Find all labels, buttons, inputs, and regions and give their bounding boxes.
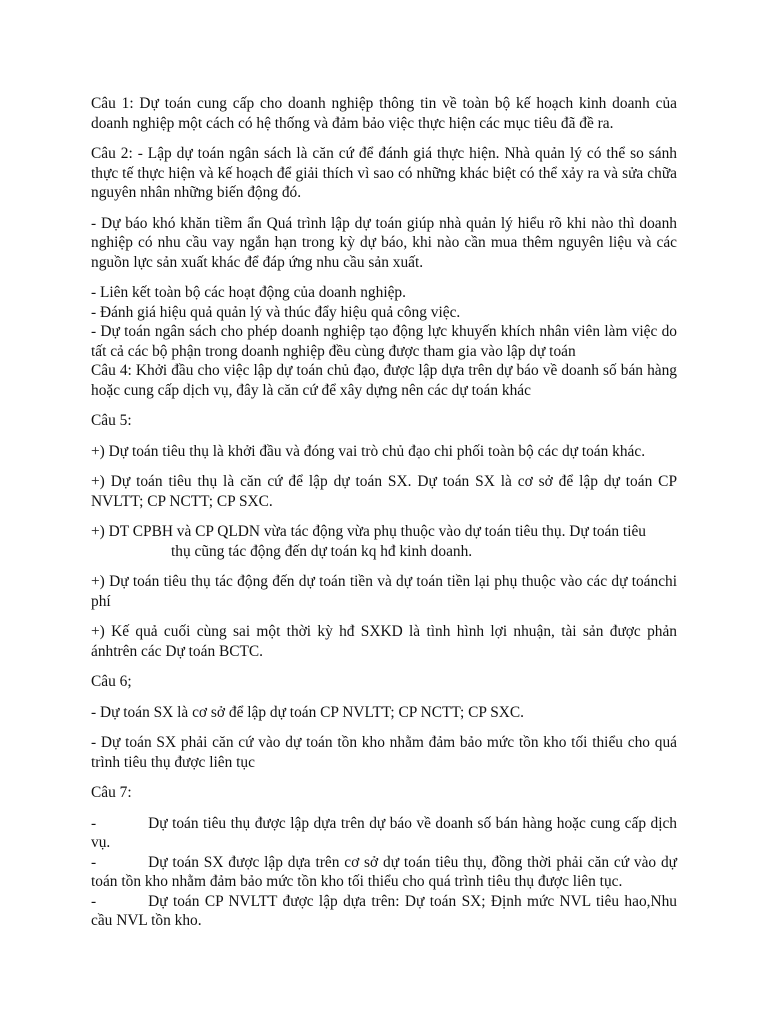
cau5-item-part: +) DT CPBH và CP QLDN vừa tác động vừa phụ thuộc vào dự toán tiêu thụ. Dự toán tiêu [91,523,646,540]
cau7-item-text: Dự toán SX được lập dựa trên cơ sở dự toán tiêu thụ, đồng thời phải căn cứ vào dự toán tồn kho nhằm đảm bảo mức tồn kho tối thiểu cho quá trình tiêu thụ được liên tục. [91,853,677,890]
cau4-paragraph: Câu 4: Khởi đầu cho việc lập dự toán chủ đạo, được lập dựa trên dự báo về doanh số bán hàng hoặc cung cấp dịch vụ, đây là căn cứ để xây dựng nên các dự toán khác [91,362,677,399]
cau5-item: +) Dự toán tiêu thụ là khởi đầu và đóng vai trò chủ đạo chi phối toàn bộ các dự toán khác. [91,442,646,460]
document-body [91,94,677,931]
cau6-heading: Câu 6; [91,673,132,690]
cau5-item-split [91,522,677,561]
cau5-item: +) Kế quả cuối cùng sai một thời kỳ hđ SXKD là tình hình lợi nhuận, tài sản được phản ánhtrên các Dự toán BCTC. [91,623,677,660]
cau2-motivate-paragraph: - Dự toán ngân sách cho phép doanh nghiệp tạo động lực khuyến khích nhân viên làm việc do tất cả các bộ phận trong doanh nghiệp đều cùng được tham gia vào lập dự toán [91,323,677,360]
dash-marker: - [91,853,97,871]
cau7-item [91,814,677,853]
cau2-eval-line: - Đánh giá hiệu quả quản lý và thúc đẩy hiệu quả công việc. [91,303,461,321]
cau5-item: +) Dự toán tiêu thụ tác động đến dự toán tiền và dự toán tiền lại phụ thuộc vào các dự toánchi phí [91,573,677,610]
dash-marker: - [91,814,97,832]
cau5-item: +) Dự toán tiêu thụ là căn cứ để lập dự toán SX. Dự toán SX là cơ sở để lập dự toán CP NVLTT; CP NCTT; CP SXC. [91,473,677,510]
cau7-item [91,853,677,892]
cau6-item: - Dự toán SX là cơ sở để lập dự toán CP NVLTT; CP NCTT; CP SXC. [91,703,524,721]
cau7-item-text: Dự toán CP NVLTT được lập dựa trên: Dự toán SX; Định mức NVL tiêu hao,Nhu cầu NVL tồn kho. [91,892,677,929]
cau7-item-text: Dự toán tiêu thụ được lập dựa trên dự báo về doanh số bán hàng hoặc cung cấp dịch vụ. [91,814,677,851]
cau5-heading: Câu 5: [91,412,132,429]
cau2-link-line: - Liên kết toàn bộ các hoạt động của doanh nghiệp. [91,284,406,301]
cau7-heading: Câu 7: [91,784,132,801]
cau2-forecast-paragraph: - Dự báo khó khăn tiềm ẩn Quá trình lập dự toán giúp nhà quản lý hiểu rõ khi nào thì doanh nghiệp có nhu cầu vay ngắn hạn trong kỳ dự báo, khi nào cần mua thêm nguyên liệu và các nguồn lực sản xuất khác để đáp ứng nhu cầu sản xuất. [91,214,677,271]
dash-marker: - [91,892,97,910]
cau5-item-part: thụ cũng tác động đến dự toán kq hđ kinh doanh. [171,542,473,560]
cau6-item: - Dự toán SX phải căn cứ vào dự toán tồn kho nhằm đảm bảo mức tồn kho tối thiểu cho quá trình tiêu thụ được liên tục [91,734,677,771]
cau7-item [91,892,677,931]
cau2-paragraph: Câu 2: - Lập dự toán ngân sách là căn cứ để đánh giá thực hiện. Nhà quản lý có thể so sánh thực tế thực hiện và kế hoạch để giải thích vì sao có những khác biệt có thể xảy ra và sửa chữa nguyên nhân những biến động đó. [91,145,677,201]
cau1-paragraph: Câu 1: Dự toán cung cấp cho doanh nghiệp thông tin về toàn bộ kế hoạch kinh doanh của doanh nghiệp một cách có hệ thống và đảm bảo việc thực hiện các mục tiêu đã đề ra. [91,95,677,132]
